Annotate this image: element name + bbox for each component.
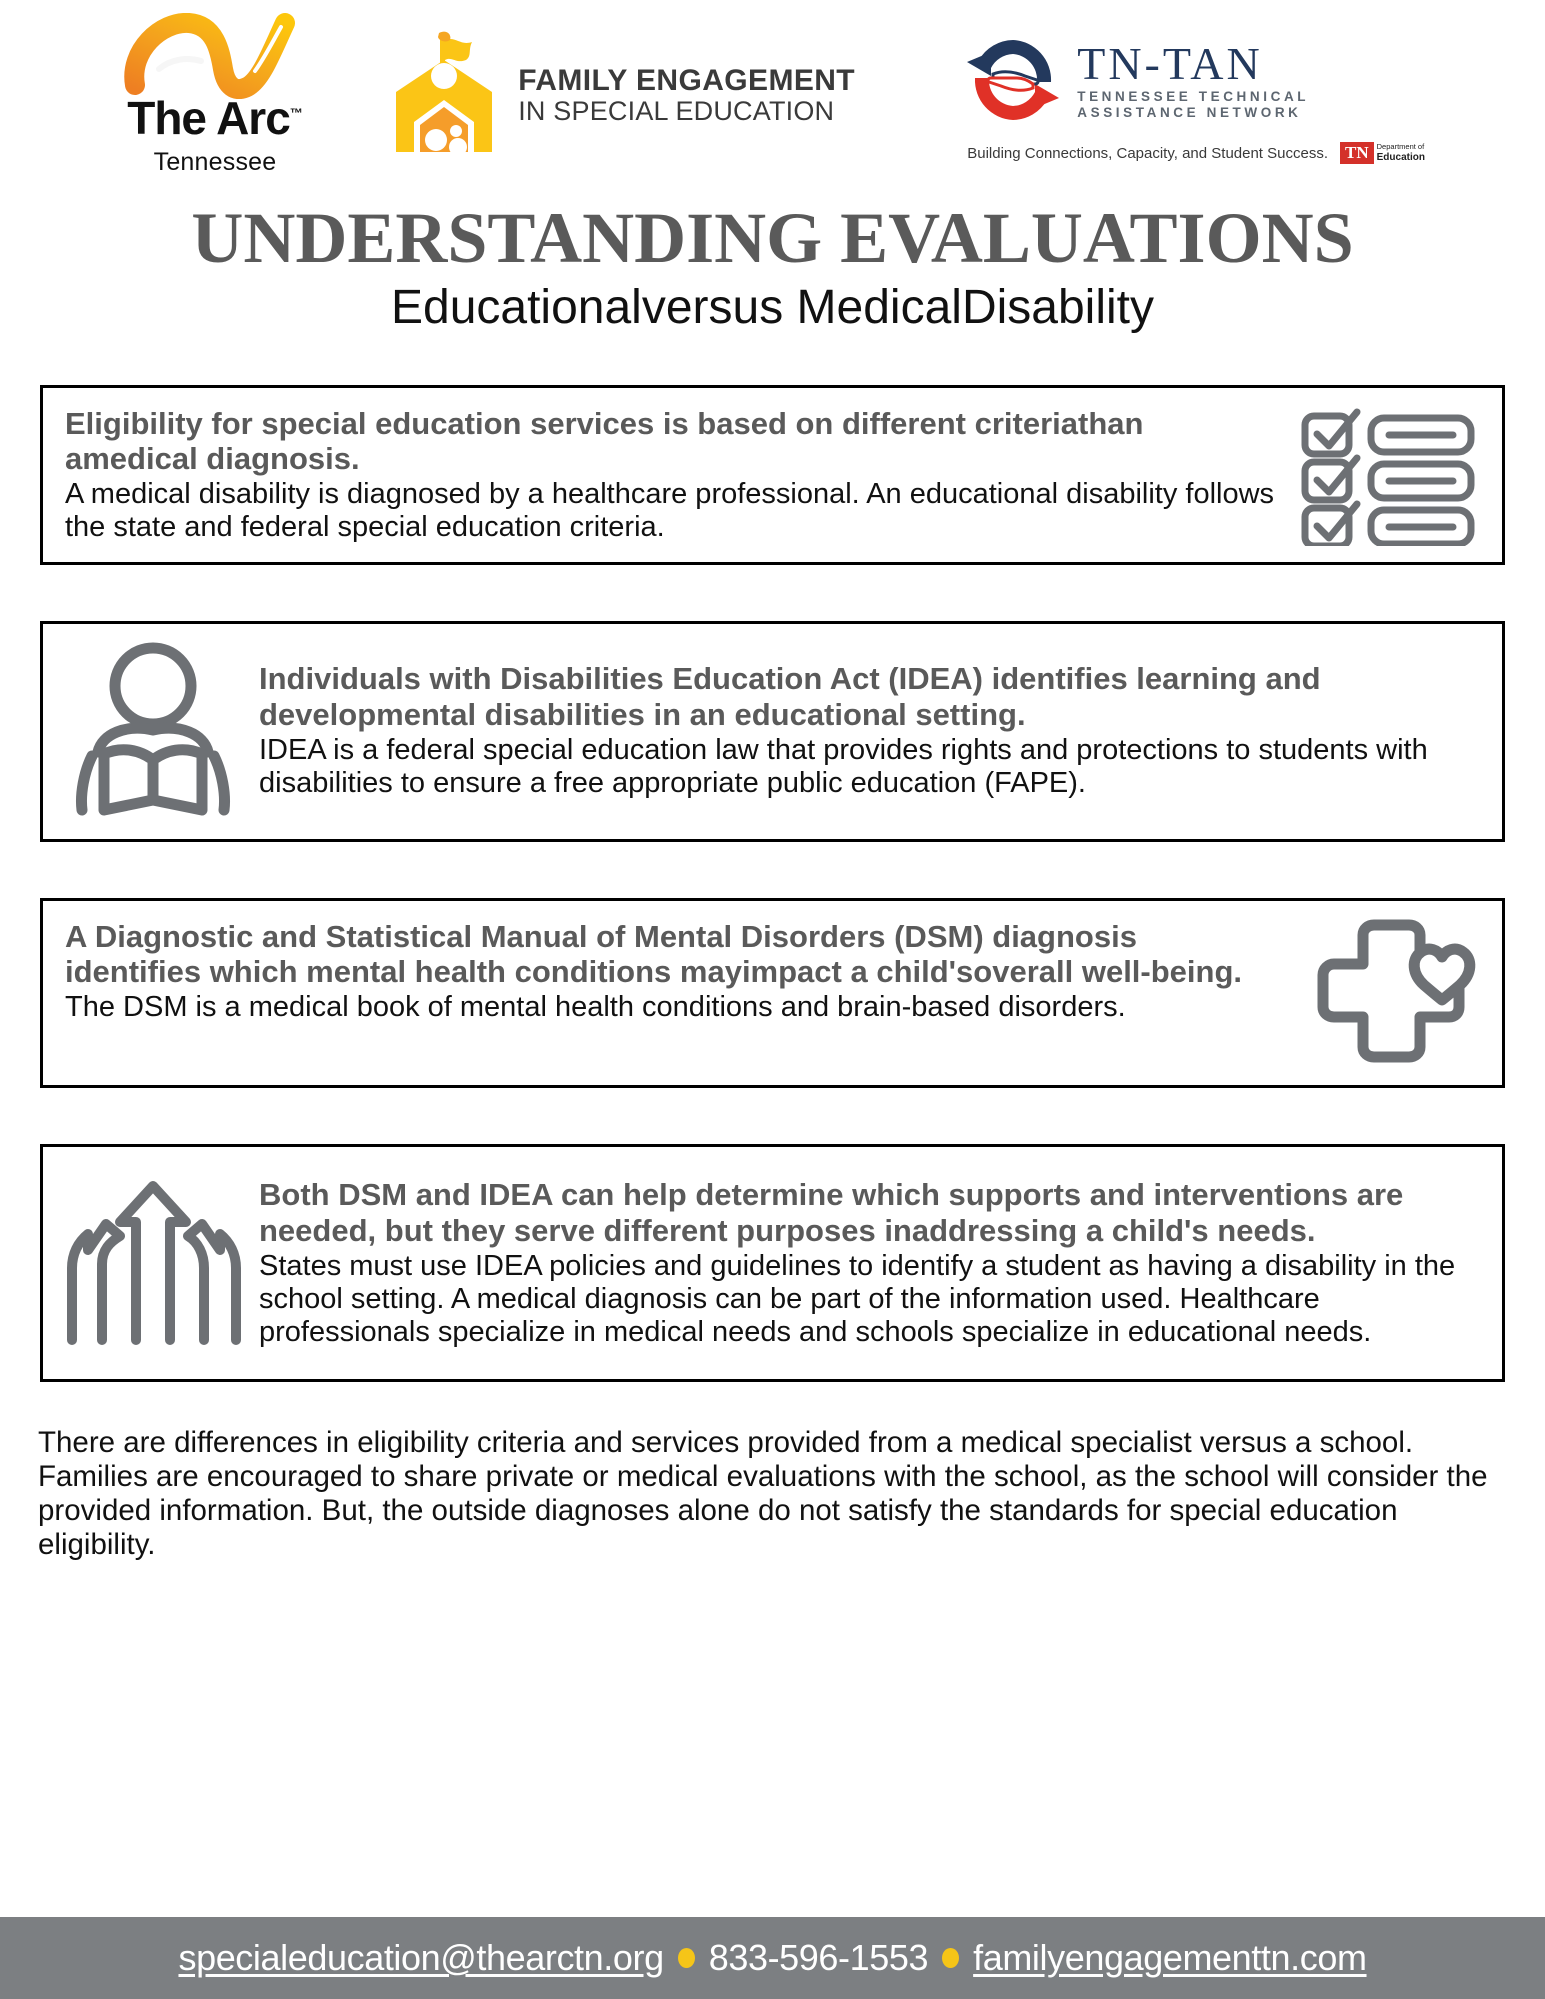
tn-department-of-education-badge (1340, 142, 1425, 164)
tn-dept-line2: Education (1376, 151, 1425, 163)
the-arc-tennessee-logo (40, 13, 320, 177)
tntan-hands-circle-icon (959, 26, 1067, 134)
card-eligibility (40, 385, 1505, 565)
card-dsm-body: The DSM is a medical book of mental health conditions and brain-based disorders. (65, 991, 1126, 1024)
person-reading-icon (53, 638, 253, 823)
tntan-subtitle-line2: ASSISTANCE NETWORK (1077, 105, 1302, 120)
checklist-icon (1288, 406, 1488, 546)
card-dsm (40, 898, 1505, 1088)
tn-department-text (1377, 143, 1425, 163)
schoolhouse-icon (384, 30, 504, 160)
arc-logo-name: The Arc (127, 92, 290, 144)
card-both-body: States must use IDEA policies and guidelines to identify a student as having a disability in the school setting. A medical diagnosis can be part of the information used. Healthcare professionals specialize in medical needs and schools specialize in educational needs. (259, 1249, 1456, 1348)
card-idea (40, 621, 1505, 842)
card-dsm-text (65, 919, 1278, 1024)
card-both-dsm-idea (40, 1144, 1505, 1382)
family-engagement-line1: FAMILY ENGAGEMENT (518, 64, 856, 98)
card-eligibility-body: A medical disability is diagnosed by a healthcare professional. An educational disability follows the state and federal special education criteria. (65, 478, 1275, 544)
footer-phone-number: 833-596-1553 (708, 1937, 929, 1978)
tn-dept-line1: Department of (1376, 141, 1425, 151)
footer-separator-dot-1 (678, 1948, 695, 1968)
footer-email-link[interactable]: specialeducation@thearctn.org (178, 1937, 664, 1978)
card-both-heading: Both DSM and IDEA can help determine which supports and interventions are needed, but they serve different purposes inaddressing a child's needs. (259, 1177, 1404, 1248)
footer-website-link[interactable]: familyengagementtn.com (973, 1937, 1367, 1978)
medical-cross-heart-icon (1288, 919, 1488, 1069)
card-dsm-heading: A Diagnostic and Statistical Manual of Mental Disorders (DSM) diagnosis identifies which mental health conditions mayimpact a child'soverall well-being. (65, 918, 1243, 990)
arc-trademark: ™ (289, 105, 303, 121)
card-both-text (259, 1177, 1486, 1348)
tn-tan-logo (959, 26, 1505, 164)
card-eligibility-text (65, 406, 1278, 544)
three-arrows-icon (53, 1178, 253, 1348)
logo-header-bar (0, 0, 1545, 180)
contact-footer-bar (0, 1917, 1545, 1999)
arc-swoosh-icon (123, 13, 308, 99)
tntan-tagline: Building Connections, Capacity, and Student Success. (967, 144, 1329, 162)
arc-logo-state: Tennessee (153, 148, 277, 176)
family-engagement-logo (384, 30, 855, 160)
card-idea-heading: Individuals with Disabilities Education Act (IDEA) identifies learning and developmental disabilities in an educational setting. (259, 661, 1321, 732)
tn-badge-letters: TN (1340, 142, 1374, 164)
page-title: UNDERSTANDING EVALUATIONS (191, 198, 1354, 278)
card-eligibility-heading: Eligibility for special education services is based on different criteriathan amedical diagnosis. (65, 405, 1144, 477)
arc-logo-wordmark (127, 92, 303, 144)
content-cards (0, 385, 1545, 1382)
tntan-subtitle-line1: TENNESSEE TECHNICAL (1077, 88, 1310, 104)
page-subtitle: Educationalversus MedicalDisability (390, 281, 1154, 334)
family-engagement-line2: IN SPECIAL EDUCATION (518, 95, 835, 126)
tntan-name: TN-TAN (1077, 37, 1263, 89)
card-idea-body: IDEA is a federal special education law that provides rights and protections to students with disabilities to ensure a free appropriate public education (FAPE). (259, 733, 1428, 799)
closing-paragraph: There are differences in eligibility criteria and services provided from a medical specialist versus a school. Families are encouraged to share private or medical evaluations with the school, as the school will consider the provided information. But, the outside diagnoses alone do not satisfy the standards for special education eligibility. (38, 1425, 1488, 1562)
card-idea-text (259, 661, 1486, 799)
footer-separator-dot-2 (942, 1948, 959, 1968)
